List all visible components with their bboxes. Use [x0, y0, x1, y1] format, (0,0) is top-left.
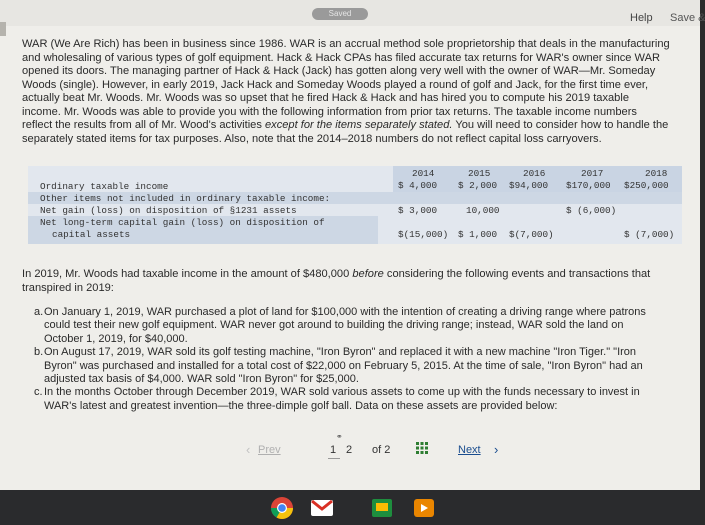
row-label: Net long-term capital gain (loss) on disposition of [40, 217, 325, 228]
intro-emphasis: except for the items separately stated. [264, 119, 453, 131]
table-cell: $ (7,000) [624, 229, 675, 240]
page-2-button[interactable]: 2 [346, 444, 353, 456]
year-header: 2015 [468, 168, 491, 179]
year-header: 2016 [523, 168, 546, 179]
current-page-indicator [328, 458, 340, 459]
left-edge-tab [0, 22, 6, 36]
scenario-text: In 2019, Mr. Woods had taxable income in the amount of $480,000 [22, 268, 353, 280]
pagination [246, 432, 518, 460]
gmail-icon[interactable] [310, 496, 334, 520]
events-list [34, 306, 662, 413]
saved-status-badge: Saved [312, 8, 368, 20]
list-marker: b. [34, 346, 44, 359]
table-cell: $ 3,000 [398, 205, 438, 216]
prev-button[interactable]: Prev [258, 444, 281, 456]
table-cell: $94,000 [509, 180, 549, 191]
scenario-emphasis: before [352, 268, 384, 280]
year-header: 2014 [412, 168, 435, 179]
table-cell: $250,000 [624, 180, 669, 191]
table-cell: $ 4,000 [398, 180, 438, 191]
prior-returns-table [28, 166, 682, 244]
row-label: Net gain (loss) on disposition of §1231 assets [40, 205, 297, 216]
save-and-exit-button[interactable]: Save & [670, 12, 705, 24]
row-label-cont: capital assets [52, 229, 131, 240]
row-label: Ordinary taxable income [40, 181, 169, 192]
taskbar [0, 490, 700, 525]
table-cell: $ 1,000 [458, 229, 498, 240]
list-marker: a. [34, 306, 44, 318]
help-button[interactable]: Help [630, 12, 653, 24]
list-item-text: On January 1, 2019, WAR purchased a plot of land for $100,000 with the intention of creating a driving range where patrons could test their new golf equipment. WAR never got around to building the driving range; instead, WAR sold the land on October 1, 2019, for $40,000. [44, 306, 646, 345]
grid-icon[interactable] [416, 442, 428, 454]
list-marker: c. [34, 386, 43, 399]
table-cell: $170,000 [566, 180, 611, 191]
intro-text-end: You will need to consider how to handle the separately stated items for tax purposes. Also, note that the 2014–2018 numbers do not reflect capital loss carryovers. [22, 119, 669, 145]
table-cell: 10,000 [466, 205, 500, 216]
page-count: of 2 [372, 444, 391, 456]
classroom-icon[interactable] [370, 496, 394, 520]
chevron-left-icon[interactable]: ‹ [246, 442, 251, 457]
list-item-text: On August 17, 2019, WAR sold its golf testing machine, "Iron Byron" and replaced it with a new machine "Iron Tiger." "Iron Byron" was purchased and installed for a total cost of $22,000 on February 5, 2015. At the time of sale, "Iron Byron" had an adjusted tax basis of $4,000. WAR sold "Iron Byron" for $25,000. [44, 346, 643, 386]
list-item [34, 346, 662, 386]
list-item [34, 306, 662, 346]
table-cell: $(7,000) [509, 229, 554, 240]
row-label: Other items not included in ordinary taxable income: [40, 193, 331, 204]
problem-intro [22, 38, 670, 146]
table-cell: $ (6,000) [566, 205, 617, 216]
page-1-button[interactable]: 1 [330, 444, 337, 456]
play-store-icon[interactable] [412, 496, 436, 520]
scenario-text-end: considering the following events and transactions that transpired in 2019: [22, 268, 651, 294]
table-cell: $(15,000) [398, 229, 449, 240]
chevron-right-icon[interactable]: › [494, 442, 499, 457]
chrome-icon[interactable] [270, 496, 294, 520]
intro-text: WAR (We Are Rich) has been in business since 1986. WAR is an accrual method sole proprietorship that deals in the manufacturing and wholesaling of various types of golf equipment. Hack & Hack CPAs has filed accurate tax returns for WAR's owner since WAR opened its doors. The managing partner of Hack & Hack (Jack) has gotten along very well with the owner of WAR—Mr. Someday Woods (single). However, in early 2019, Jack Hack and Someday Woods played a round of golf and Jack, for the first time ever, actually beat Mr. Woods. Mr. Woods was so upset that he fired Hack & Hack and has hired you to compute his 2019 taxable income. Mr. Woods was able to provide you with the following information from prior tax returns. The taxable income numbers reflect the results from all of Mr. Wood's activities [22, 38, 670, 131]
list-item-text: In the months October through December 2019, WAR sold various assets to come up with the funds necessary to invest in WAR's latest and greatest invention—the three-dimple golf ball. Data on these assets are provided below: [44, 386, 640, 412]
year-header: 2018 [645, 168, 668, 179]
year-header: 2017 [581, 168, 604, 179]
top-bar [0, 0, 705, 26]
next-button[interactable]: Next [458, 444, 481, 456]
scenario-paragraph [22, 268, 662, 295]
list-item [34, 386, 662, 413]
table-cell: $ 2,000 [458, 180, 498, 191]
link-icon: ⚭ [336, 432, 343, 441]
